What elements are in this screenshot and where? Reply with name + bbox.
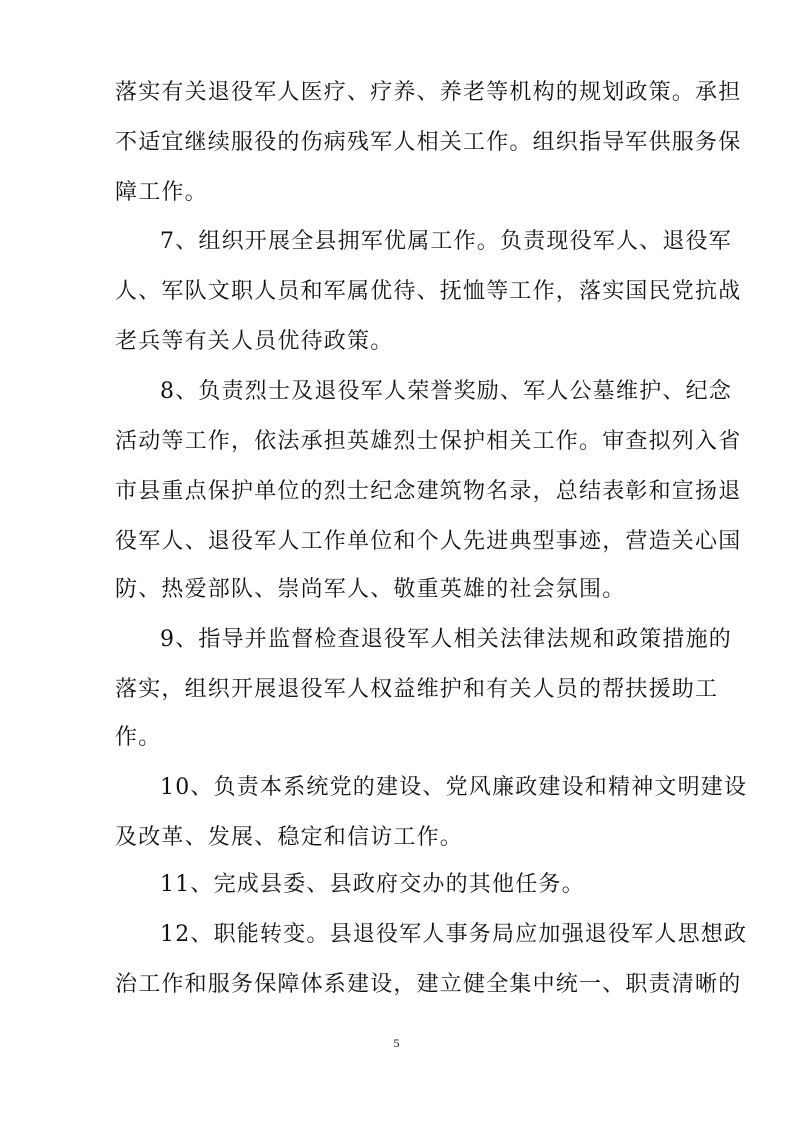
paragraph-item-12: 12、职能转变。县退役军人事务局应加强退役军人思想政 [160, 922, 748, 947]
body-text-line: 不适宜继续服役的伤病残军人相关工作。组织指导军供服务保 [115, 130, 742, 155]
body-text-line: 人、军队文职人员和军属优待、抚恤等工作，落实国民党抗战 [115, 279, 742, 304]
paragraph-item-8: 8、负责烈士及退役军人荣誉奖励、军人公墓维护、纪念 [160, 379, 732, 404]
body-text-line: 防、热爱部队、崇尚军人、敬重英雄的社会氛围。 [115, 577, 626, 602]
body-text-line: 落实，组织开展退役军人权益维护和有关人员的帮扶援助工 [115, 677, 719, 702]
body-text-line: 作。 [115, 725, 162, 750]
paragraph-item-9: 9、指导并监督检查退役军人相关法律法规和政策措施的 [160, 627, 732, 652]
body-text-line: 活动等工作，依法承担英雄烈士保护相关工作。审查拟列入省 [115, 429, 742, 454]
paragraph-item-11: 11、完成县委、县政府交办的其他任务。 [160, 872, 585, 897]
body-text-line: 落实有关退役军人医疗、疗养、养老等机构的规划政策。承担 [115, 80, 742, 105]
body-text-line: 役军人、退役军人工作单位和个人先进典型事迹，营造关心国 [115, 529, 742, 554]
paragraph-item-7: 7、组织开展全县拥军优属工作。负责现役军人、退役军 [160, 229, 732, 254]
page-number: 5 [393, 1036, 400, 1050]
body-text-line: 市县重点保护单位的烈士纪念建筑物名录，总结表彰和宣扬退 [115, 479, 742, 504]
body-text-line: 及改革、发展、稳定和信访工作。 [115, 825, 464, 850]
body-text-line: 治工作和服务保障体系建设，建立健全集中统一、职责清晰的 [115, 972, 742, 997]
paragraph-item-10: 10、负责本系统党的建设、党风廉政建设和精神文明建设 [160, 775, 748, 800]
body-text-line: 障工作。 [115, 180, 208, 205]
body-text-line: 老兵等有关人员优待政策。 [115, 329, 394, 354]
